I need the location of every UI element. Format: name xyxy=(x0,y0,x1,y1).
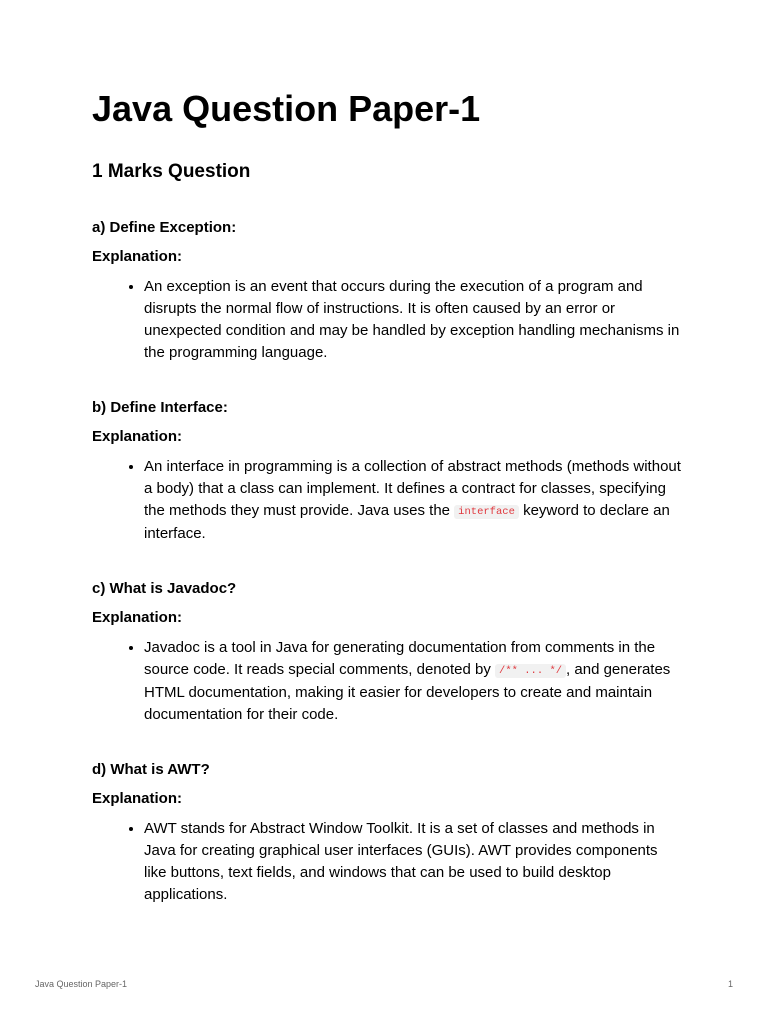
explanation-list xyxy=(92,456,682,545)
page-title: Java Question Paper-1 xyxy=(92,88,481,129)
explanation-label: Explanation: xyxy=(92,790,183,807)
inline-code-javadoc-comment: /** ... */ xyxy=(495,664,566,678)
question-heading: a) Define Exception: xyxy=(92,219,237,236)
footer-page-number: 1 xyxy=(727,979,733,989)
inline-code-interface: interface xyxy=(454,505,519,519)
explanation-item xyxy=(144,818,682,906)
question-heading: d) What is AWT? xyxy=(92,761,210,778)
explanation-label: Explanation: xyxy=(92,428,183,445)
question-section-b xyxy=(92,398,682,545)
document-page xyxy=(92,86,682,906)
footer-title: Java Question Paper-1 xyxy=(35,979,128,989)
explanation-text-after: keyword to declare an interface. xyxy=(144,502,670,542)
section-heading: 1 Marks Question xyxy=(92,161,251,182)
question-section-a xyxy=(92,218,682,364)
question-section-c xyxy=(92,579,682,726)
explanation-list xyxy=(92,637,682,726)
question-section-d xyxy=(92,760,682,906)
explanation-list xyxy=(92,818,682,906)
explanation-item xyxy=(144,456,682,545)
explanation-label: Explanation: xyxy=(92,248,183,265)
question-heading: c) What is Javadoc? xyxy=(92,580,237,597)
explanation-text: AWT stands for Abstract Window Toolkit. It is a set of classes and methods in Java for creating graphical user interfaces (GUIs). AWT provides components like buttons, text fields, and windows that can be used to build desktop applications. xyxy=(144,820,658,903)
explanation-text-before: Javadoc is a tool in Java for generating documentation from comments in the source code. It reads special comments, denoted by xyxy=(144,639,656,678)
explanation-text: An exception is an event that occurs during the execution of a program and disrupts the normal flow of instructions. It is often caused by an error or unexpected condition and may be handled by exception handling mechanisms in the programming language. xyxy=(144,278,680,361)
explanation-text-after: , and generates HTML documentation, making it easier for developers to create and maintain documentation for their code. xyxy=(144,661,671,723)
question-heading: b) Define Interface: xyxy=(92,399,228,416)
explanation-text-before: An interface in programming is a collection of abstract methods (methods without a body) that a class can implement. It defines a contract for classes, specifying the methods they must provide. Java uses the xyxy=(144,458,681,519)
explanation-item xyxy=(144,276,682,364)
explanation-list xyxy=(92,276,682,364)
explanation-item xyxy=(144,637,682,726)
explanation-label: Explanation: xyxy=(92,609,183,626)
